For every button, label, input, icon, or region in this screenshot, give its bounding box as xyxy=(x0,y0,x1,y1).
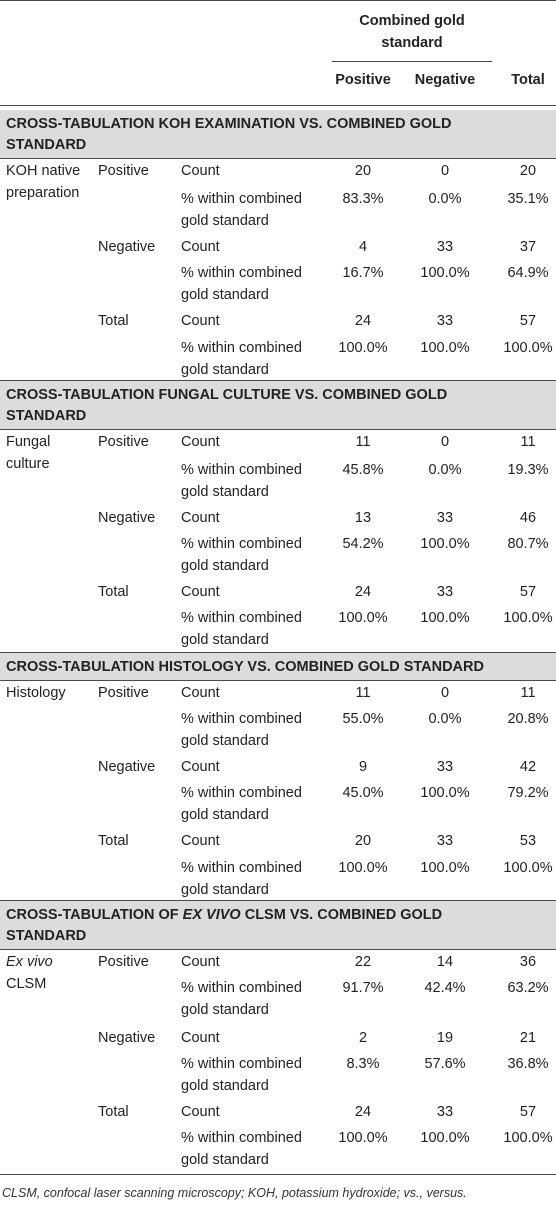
section-rule xyxy=(0,949,556,950)
cell-value: 0 xyxy=(440,434,450,450)
cell-value: 20 xyxy=(519,163,537,179)
count-label: Count xyxy=(181,1030,220,1046)
percent-label-line: gold standard xyxy=(181,1152,269,1168)
cell-value: 4 xyxy=(358,239,368,255)
cell-value: 33 xyxy=(436,510,454,526)
result-label: Negative xyxy=(98,759,156,775)
percent-label xyxy=(181,977,302,1021)
count-label: Count xyxy=(181,833,220,849)
percent-label xyxy=(181,1127,302,1171)
test-name: Histology xyxy=(6,685,66,701)
cell-value: 79.2% xyxy=(507,785,549,801)
result-label: Negative xyxy=(98,510,156,526)
test-name xyxy=(6,160,80,204)
section-title-line: STANDARD xyxy=(6,928,87,944)
section-title-line: CROSS-TABULATION FUNGAL CULTURE VS. COMBINED GOLD xyxy=(6,387,448,403)
count-label: Count xyxy=(181,510,220,526)
percent-label-line: gold standard xyxy=(181,484,269,500)
percent-label-line: % within combined xyxy=(181,265,302,281)
cell-value: 11 xyxy=(520,434,536,450)
percent-label xyxy=(181,782,302,826)
cell-value: 24 xyxy=(354,584,372,600)
test-name-line: Fungal xyxy=(6,434,51,450)
section-title-line: CROSS-TABULATION KOH EXAMINATION VS. COMBINED GOLD xyxy=(6,116,452,132)
result-label: Total xyxy=(98,1104,129,1120)
table-bottom-rule xyxy=(0,1174,556,1175)
cell-value: 20.8% xyxy=(507,711,549,727)
cell-value: 24 xyxy=(354,1104,372,1120)
percent-label xyxy=(181,1053,302,1097)
cell-value: 63.2% xyxy=(507,980,549,996)
result-label: Positive xyxy=(98,163,149,179)
percent-label-line: % within combined xyxy=(181,536,302,552)
section-title xyxy=(6,114,546,156)
percent-label-line: gold standard xyxy=(181,213,269,229)
cell-value: 36 xyxy=(519,954,537,970)
cell-value: 13 xyxy=(354,510,372,526)
result-label: Positive xyxy=(98,954,149,970)
cell-value: 100.0% xyxy=(503,610,553,626)
percent-label xyxy=(181,262,302,306)
cell-value: 0 xyxy=(440,685,450,701)
column-header-negative: Negative xyxy=(414,72,476,88)
cell-value: 54.2% xyxy=(342,536,384,552)
section-title-line: STANDARD xyxy=(6,408,87,424)
percent-label-line: gold standard xyxy=(181,882,269,898)
cell-value: 2 xyxy=(358,1030,368,1046)
column-group-underline xyxy=(332,61,492,62)
cell-value: 100.0% xyxy=(420,536,470,552)
section-title-line: STANDARD xyxy=(6,137,87,153)
percent-label xyxy=(181,337,302,381)
section-title-line xyxy=(6,905,546,926)
cell-value: 100.0% xyxy=(503,860,553,876)
cell-value: 100.0% xyxy=(338,610,388,626)
cell-value: 100.0% xyxy=(503,1130,553,1146)
column-header-positive: Positive xyxy=(335,72,391,88)
cell-value: 0.0% xyxy=(428,711,462,727)
cell-value: 33 xyxy=(436,1104,454,1120)
cell-value: 100.0% xyxy=(338,340,388,356)
cell-value: 14 xyxy=(436,954,454,970)
section-title-part: CLSM VS. COMBINED GOLD xyxy=(240,907,443,923)
count-label: Count xyxy=(181,954,220,970)
section-header xyxy=(0,653,556,680)
cell-value: 100.0% xyxy=(420,1130,470,1146)
cell-value: 33 xyxy=(436,239,454,255)
test-name-line: KOH native xyxy=(6,163,81,179)
cell-value: 100.0% xyxy=(420,340,470,356)
section-title xyxy=(6,657,546,678)
cell-value: 9 xyxy=(358,759,368,775)
test-name-line: culture xyxy=(6,456,50,472)
cell-value: 33 xyxy=(436,759,454,775)
cell-value: 19.3% xyxy=(507,462,549,478)
cell-value: 33 xyxy=(436,584,454,600)
cell-value: 24 xyxy=(354,313,372,329)
percent-label-line: % within combined xyxy=(181,191,302,207)
column-header-total: Total xyxy=(511,72,545,88)
percent-label-line: % within combined xyxy=(181,610,302,626)
count-label: Count xyxy=(181,759,220,775)
cell-value: 8.3% xyxy=(346,1056,380,1072)
percent-label xyxy=(181,708,302,752)
count-label: Count xyxy=(181,685,220,701)
cell-value: 20 xyxy=(354,163,372,179)
result-label: Total xyxy=(98,584,129,600)
test-name-line: preparation xyxy=(6,185,80,201)
cell-value: 22 xyxy=(354,954,372,970)
cell-value: 57 xyxy=(519,584,537,600)
result-label: Negative xyxy=(98,1030,156,1046)
column-group-header xyxy=(330,10,494,54)
section-title-part: EX VIVO xyxy=(182,907,241,923)
percent-label-line: % within combined xyxy=(181,980,302,996)
cell-value: 35.1% xyxy=(507,191,549,207)
cell-value: 11 xyxy=(520,685,536,701)
cell-value: 57 xyxy=(519,1104,537,1120)
result-label: Negative xyxy=(98,239,156,255)
percent-label-line: % within combined xyxy=(181,1130,302,1146)
percent-label xyxy=(181,459,302,503)
count-label: Count xyxy=(181,1104,220,1120)
table-footnote: CLSM, confocal laser scanning microscopy; KOH, potassium hydroxide; vs., versus. xyxy=(2,1186,467,1200)
cell-value: 11 xyxy=(355,434,371,450)
section-header xyxy=(0,381,556,429)
result-label: Total xyxy=(98,313,129,329)
header-bottom-rule xyxy=(0,105,556,106)
cell-value: 100.0% xyxy=(420,860,470,876)
percent-label-line: gold standard xyxy=(181,362,269,378)
cell-value: 57 xyxy=(519,313,537,329)
result-label: Total xyxy=(98,833,129,849)
cell-value: 33 xyxy=(436,833,454,849)
percent-label-line: gold standard xyxy=(181,733,269,749)
cell-value: 100.0% xyxy=(420,265,470,281)
cell-value: 80.7% xyxy=(507,536,549,552)
cell-value: 53 xyxy=(519,833,537,849)
count-label: Count xyxy=(181,313,220,329)
percent-label xyxy=(181,857,302,901)
cell-value: 100.0% xyxy=(338,1130,388,1146)
cell-value: 100.0% xyxy=(338,860,388,876)
count-label: Count xyxy=(181,163,220,179)
section-title-line: CROSS-TABULATION HISTOLOGY VS. COMBINED GOLD STANDARD xyxy=(6,659,484,675)
cell-value: 55.0% xyxy=(342,711,384,727)
result-label: Positive xyxy=(98,434,149,450)
percent-label-line: % within combined xyxy=(181,1056,302,1072)
cell-value: 64.9% xyxy=(507,265,549,281)
section-header xyxy=(0,110,556,158)
cell-value: 11 xyxy=(355,685,371,701)
cell-value: 33 xyxy=(436,313,454,329)
test-name xyxy=(6,951,53,995)
percent-label-line: gold standard xyxy=(181,1002,269,1018)
cell-value: 91.7% xyxy=(342,980,384,996)
section-title-part: CROSS-TABULATION OF xyxy=(6,907,183,923)
cell-value: 0.0% xyxy=(428,462,462,478)
cell-value: 57.6% xyxy=(424,1056,466,1072)
cell-value: 45.0% xyxy=(342,785,384,801)
cell-value: 36.8% xyxy=(507,1056,549,1072)
cell-value: 100.0% xyxy=(420,785,470,801)
percent-label xyxy=(181,188,302,232)
cell-value: 46 xyxy=(519,510,537,526)
cell-value: 20 xyxy=(354,833,372,849)
percent-label-line: % within combined xyxy=(181,462,302,478)
test-name xyxy=(6,431,50,475)
percent-label-line: gold standard xyxy=(181,807,269,823)
test-name-line: Ex vivo xyxy=(6,954,53,970)
percent-label-line: gold standard xyxy=(181,287,269,303)
cell-value: 37 xyxy=(519,239,537,255)
test-name-line: CLSM xyxy=(6,976,47,992)
percent-label-line: % within combined xyxy=(181,340,302,356)
column-group-header-line: standard xyxy=(381,35,443,51)
percent-label xyxy=(181,533,302,577)
percent-label-line: % within combined xyxy=(181,785,302,801)
cell-value: 100.0% xyxy=(503,340,553,356)
cell-value: 0.0% xyxy=(428,191,462,207)
percent-label-line: gold standard xyxy=(181,632,269,648)
cell-value: 45.8% xyxy=(342,462,384,478)
section-rule xyxy=(0,158,556,159)
percent-label-line: gold standard xyxy=(181,1078,269,1094)
column-group-header-line: Combined gold xyxy=(359,13,465,29)
result-label: Positive xyxy=(98,685,149,701)
count-label: Count xyxy=(181,239,220,255)
table-top-rule xyxy=(0,0,556,1)
cell-value: 0 xyxy=(440,163,450,179)
cell-value: 21 xyxy=(519,1030,537,1046)
percent-label-line: % within combined xyxy=(181,711,302,727)
cell-value: 19 xyxy=(436,1030,454,1046)
percent-label xyxy=(181,607,302,651)
section-rule xyxy=(0,429,556,430)
section-title xyxy=(6,385,546,427)
section-header xyxy=(0,901,556,949)
cell-value: 16.7% xyxy=(342,265,384,281)
percent-label-line: % within combined xyxy=(181,860,302,876)
cell-value: 100.0% xyxy=(420,610,470,626)
section-rule xyxy=(0,680,556,681)
percent-label-line: gold standard xyxy=(181,558,269,574)
count-label: Count xyxy=(181,584,220,600)
cell-value: 42 xyxy=(519,759,537,775)
cell-value: 83.3% xyxy=(342,191,384,207)
count-label: Count xyxy=(181,434,220,450)
cell-value: 42.4% xyxy=(424,980,466,996)
section-title xyxy=(6,905,546,947)
